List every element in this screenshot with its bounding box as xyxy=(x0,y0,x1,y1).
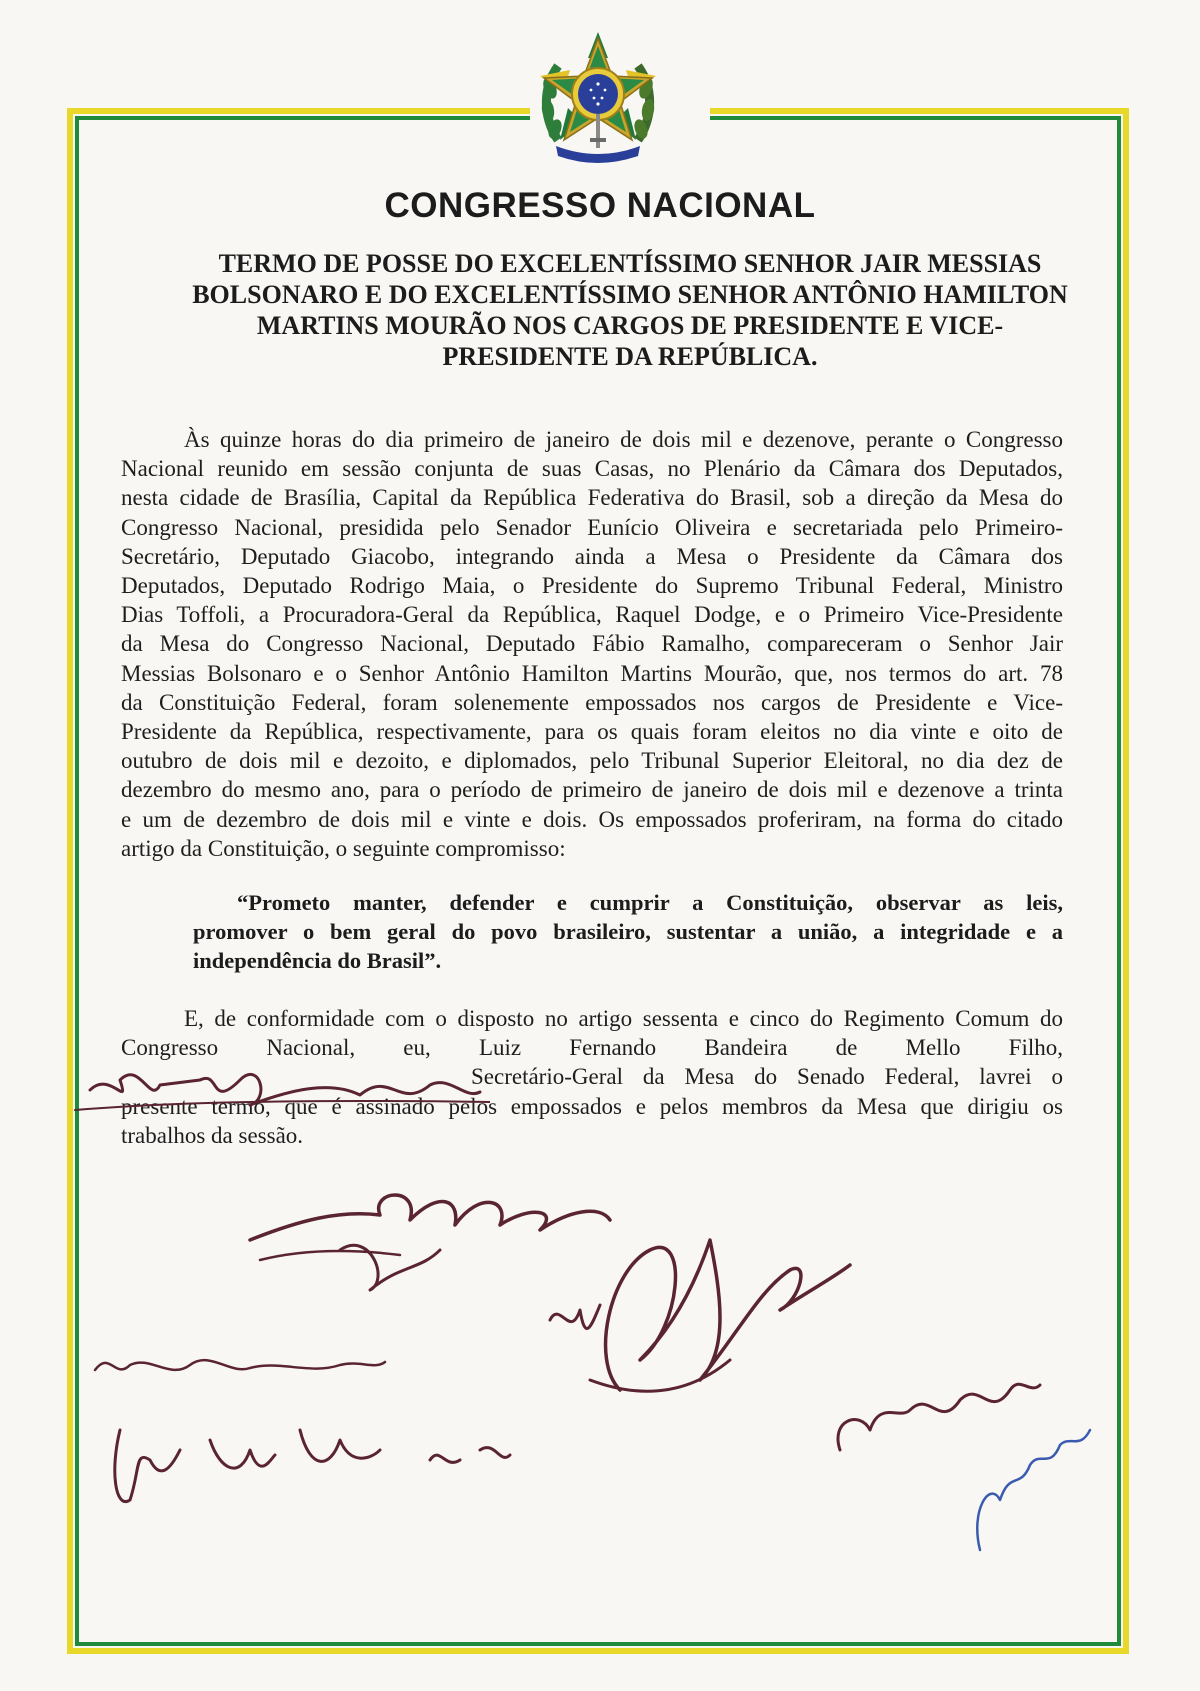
paragraph-line: Messias Bolsonaro e o Senhor Antônio Hamilton Martins Mourão, que, nos termos do art. 78 xyxy=(121,660,1063,686)
document-title xyxy=(180,248,1080,372)
paragraph-line: outubro de dois mil e dezoito, e diplomados, pelo Tribunal Superior Eleitoral, no dia dez de xyxy=(121,748,1063,774)
header-congresso-nacional: CONGRESSO NACIONAL xyxy=(384,186,816,225)
paragraph-line: Congresso Nacional, presidida pelo Senador Eunício Oliveira e secretariada pelo Primeiro- xyxy=(121,514,1063,540)
title-line: PRESIDENTE DA REPÚBLICA. xyxy=(442,342,818,371)
paragraph-line: da Mesa do Congresso Nacional, Deputado Fábio Ramalho, compareceram o Senhor Jair xyxy=(121,631,1063,657)
paragraph-line: presente termo, que é assinado pelos empossados e pelos membros da Mesa que dirigiu os xyxy=(121,1093,1063,1119)
paragraph-line: Dias Toffoli, a Procuradora-Geral da República, Raquel Dodge, e o Primeiro Vice-Presidente xyxy=(121,602,1063,628)
title-line: TERMO DE POSSE DO EXCELENTÍSSIMO SENHOR JAIR MESSIAS xyxy=(218,249,1042,278)
signature-raquel-dodge xyxy=(90,1340,390,1390)
paragraph-line: Nacional reunido em sessão conjunta de suas Casas, no Plenário da Câmara dos Deputados, xyxy=(121,456,1063,482)
paragraph-line: Congresso Nacional, eu, Luiz Fernando Bandeira de Mello Filho, xyxy=(121,1035,1063,1061)
signature-vice-president xyxy=(530,1210,870,1410)
paragraph-line: dezembro do mesmo ano, para o período de primeiro de janeiro de dois mil e dezenove a trinta xyxy=(121,777,1063,803)
paragraph-line: Deputados, Deputado Rodrigo Maia, o Presidente do Supremo Tribunal Federal, Ministro xyxy=(121,573,1063,599)
signature-secretary-general xyxy=(70,1050,490,1130)
signature-rodrigo-maia xyxy=(100,1410,520,1520)
paragraph-line: Secretário-Geral da Mesa do Senado Federal, lavrei o xyxy=(471,1064,1063,1090)
paragraph-line: nesta cidade de Brasília, Capital da República Federativa do Brasil, sob a direção da Mesa do xyxy=(121,485,1063,511)
paragraph-line: trabalhos da sessão. xyxy=(121,1122,304,1148)
signature-eunicio-oliveira xyxy=(960,1420,1100,1560)
paragraph-line: E, de conformidade com o disposto no artigo sessenta e cinco do Regimento Comum do xyxy=(184,1006,1063,1031)
oath-line: “Prometo manter, defender e cumprir a Constituição, observar as leis, xyxy=(237,890,1063,915)
paragraph-inauguration xyxy=(121,425,1063,863)
paragraph-line: Secretário, Deputado Giacobo, integrando ainda a Mesa o Presidente da Câmara dos xyxy=(121,543,1063,569)
paragraph-line: Às quinze horas do dia primeiro de janeiro de dois mil e dezenove, perante o Congresso xyxy=(184,427,1063,452)
title-line: BOLSONARO E DO EXCELENTÍSSIMO SENHOR ANTÔNIO HAMILTON xyxy=(192,280,1068,309)
oath-line: promover o bem geral do povo brasileiro, sustentar a união, a integridade e a xyxy=(193,919,1063,944)
coat-of-arms-seal xyxy=(528,28,668,168)
oath-quote xyxy=(193,888,1063,975)
oath-line: independência do Brasil”. xyxy=(193,948,442,973)
paragraph-line: artigo da Constituição, o seguinte compromisso: xyxy=(121,835,566,861)
paragraph-line: e um de dezembro de dois mil e vinte e dois. Os empossados proferiram, na forma do citado xyxy=(121,806,1063,832)
title-line: MARTINS MOURÃO NOS CARGOS DE PRESIDENTE E VICE- xyxy=(256,311,1004,340)
paragraph-line: Presidente da República, respectivamente, para os quais foram eleitos no dia vinte e oito de xyxy=(121,719,1063,745)
paragraph-line: da Constituição Federal, foram solenemente empossados nos cargos de Presidente e Vice- xyxy=(121,689,1063,715)
